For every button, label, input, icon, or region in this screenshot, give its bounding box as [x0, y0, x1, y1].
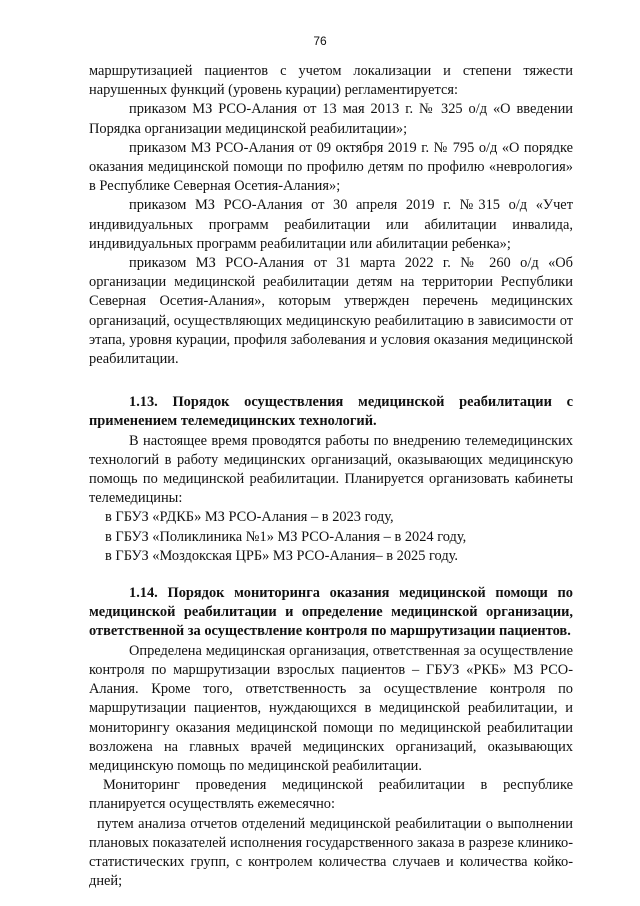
list-item-telemedicine-2: в ГБУЗ «Поликлиника №1» МЗ РСО-Алания – в 2024 году,: [105, 528, 467, 545]
paragraph-routing: маршрутизацией пациентов с учетом локализации и степени тяжести нарушенных функций (уровень курации) регламентируется:: [89, 63, 573, 99]
paragraph-responsible-organization: Определена медицинская организация, ответственная за осуществление контроля по маршрутизации взрослых пациентов – ГБУЗ «РКБ» МЗ РСО-Алания. Кроме того, ответственность за осуществление контроля по маршрутизации пациентов, нуждающихся в медицинской реабилитации, и мониторингу оказания медицинской помощи по медицинской реабилитации возложена на главных врачей медицинских организаций, оказывающих медицинскую помощь по медицинской реабилитации.: [89, 642, 573, 774]
heading-section-1-13: 1.13. Порядок осуществления медицинской реабилитации с применением телемедицинских технологий.: [89, 394, 573, 430]
paragraph-telemedicine-intro: В настоящее время проводятся работы по внедрению телемедицинских технологий в работу медицинских организаций, оказывающих медицинскую помощь по медицинской реабилитации. Планируется организовать кабинеты телемедицины:: [89, 432, 573, 507]
list-item-telemedicine-3: в ГБУЗ «Моздокская ЦРБ» МЗ РСО-Алания– в 2025 году.: [105, 547, 459, 564]
paragraph-order-260: приказом МЗ РСО-Алания от 31 марта 2022 г. № 260 о/д «Об организации медицинской реабилитации детям на территории Республики Северная Осетия-Алания», которым утвержден перечень медицинских организаций, осуществляющих медицинскую реабилитацию в зависимости от этапа, уровня курации, профиля заболевания и условия оказания медицинской реабилитации.: [89, 255, 573, 368]
list-item-telemedicine-1: в ГБУЗ «РДКБ» МЗ РСО-Алания – в 2023 году,: [105, 509, 394, 526]
heading-section-1-14: 1.14. Порядок мониторинга оказания медицинской помощи по медицинской реабилитации и определение медицинской организации, ответственной за осуществление контроля по маршрутизации пациентов.: [89, 585, 573, 640]
paragraph-monitoring: Мониторинг проведения медицинской реабилитации в республике планируется осуществлять ежемесячно:: [89, 777, 573, 813]
page-number: 76: [313, 34, 327, 48]
paragraph-order-315: приказом МЗ РСО-Алания от 30 апреля 2019 г. №315 о/д «Учет индивидуальных программ реабилитации или абилитации инвалида, индивидуальных программ реабилитации или абилитации ребенка»;: [89, 197, 573, 252]
document-body: [89, 62, 573, 891]
paragraph-report-analysis: путем анализа отчетов отделений медицинской реабилитации о выполнении плановых показателей исполнения государственного заказа в разрезе клинико-статистических групп, с контролем количества случаев и количества койко-дней;: [89, 815, 573, 890]
paragraph-order-325: приказом МЗ РСО-Алания от 13 мая 2013 г. № 325 о/д «О введении Порядка организации медицинской реабилитации»;: [89, 101, 573, 137]
paragraph-order-795: приказом МЗ РСО-Алания от 09 октября 2019 г. № 795 о/д «О порядке оказания медицинской помощи по профилю детям по профилю «неврология» в Республике Северная Осетия-Алания»;: [89, 139, 573, 195]
